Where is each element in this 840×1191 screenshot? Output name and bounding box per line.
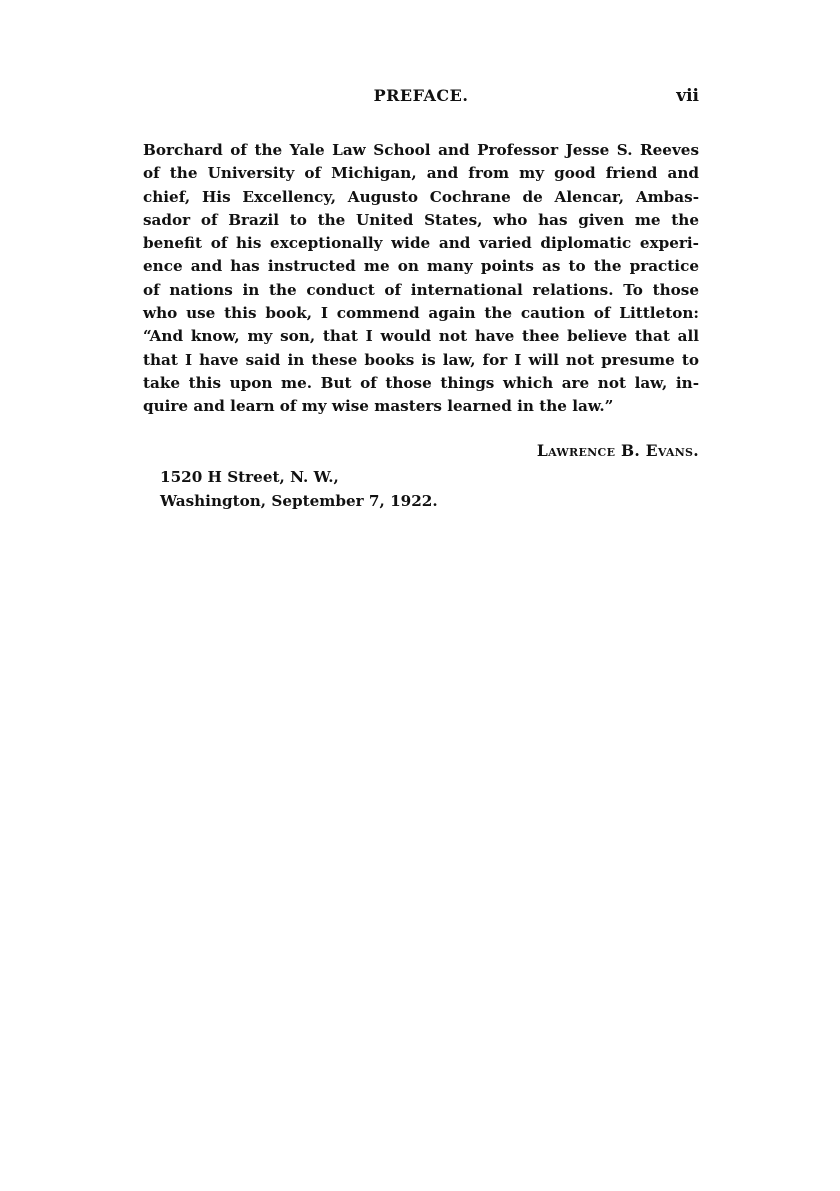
text-line: chief, His Excellency, Augusto Cochrane de Alencar, Ambas- xyxy=(143,187,699,206)
page-number: vii xyxy=(676,86,699,106)
address-place-date: Washington, September 7, 1922. xyxy=(160,491,438,510)
text-line: take this upon me. But of those things which are not law, in- xyxy=(143,373,699,392)
address-block xyxy=(160,466,438,513)
text-line: that I have said in these books is law, for I will not presume to xyxy=(143,350,699,369)
text-line: of the University of Michigan, and from my good friend and xyxy=(143,164,699,183)
text-line: who use this book, I commend again the caution of Littleton: xyxy=(143,304,699,323)
text-line: ence and has instructed me on many points as to the practice xyxy=(143,257,699,276)
text-line: sador of Brazil to the United States, who has given me the xyxy=(143,210,699,229)
address-street: 1520 H Street, N. W., xyxy=(160,468,339,486)
preface-paragraph xyxy=(143,139,699,419)
text-line: quire and learn of my wise masters learned in the law.” xyxy=(143,397,614,416)
text-line: “And know, my son, that I would not have thee believe that all xyxy=(143,327,699,346)
running-head xyxy=(143,86,699,116)
text-line: Borchard of the Yale Law School and Professor Jesse S. Reeves xyxy=(143,141,699,159)
author-signature: Lawrence B. Evans. xyxy=(536,441,699,460)
running-title: PREFACE. xyxy=(373,86,469,105)
text-line: of nations in the conduct of international relations. To those xyxy=(143,280,699,299)
text-line: benefit of his exceptionally wide and varied diplomatic experi- xyxy=(143,234,699,253)
